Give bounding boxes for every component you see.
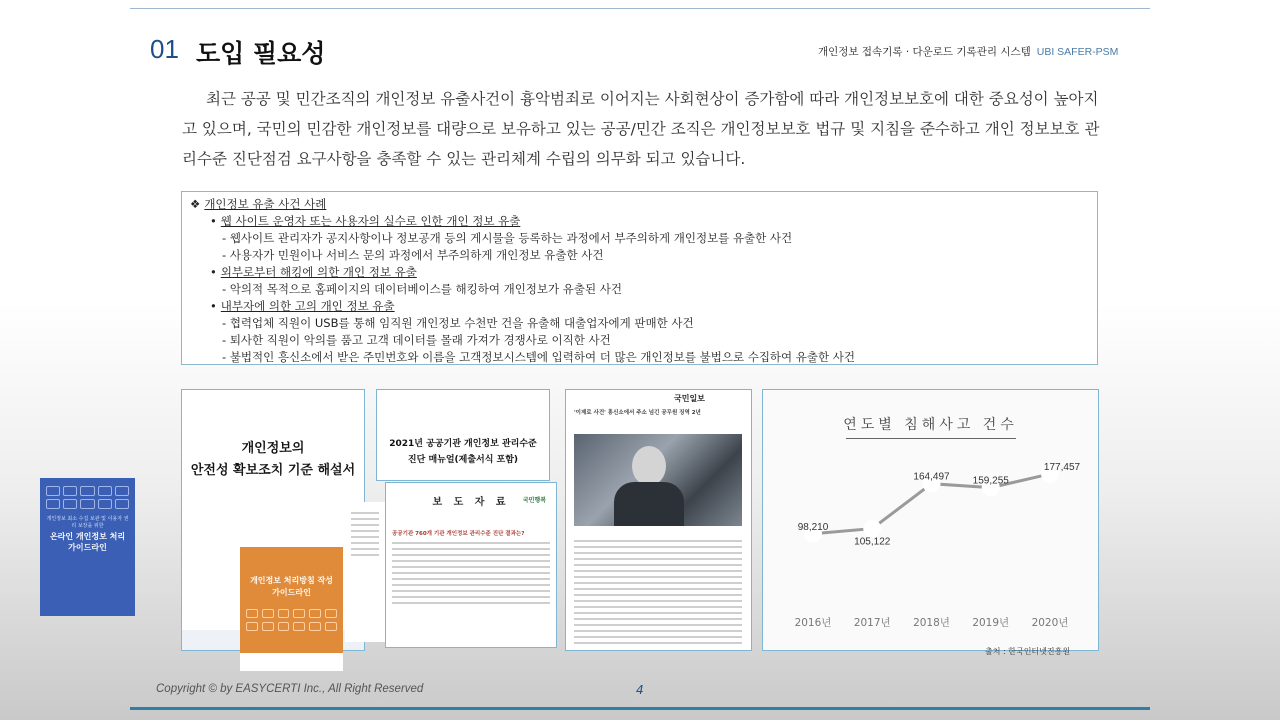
press-header: 보 도 자 료 [432, 497, 510, 508]
book-footer [240, 653, 343, 671]
case-item: - 협력업체 직원이 USB를 통해 임직원 개인정보 수천만 건을 유출해 대출업자에게 판매한 사건 [210, 315, 1089, 332]
case-item: - 사용자가 민원이나 서비스 문의 과정에서 부주의하게 개인정보 유출한 사건 [210, 247, 1089, 264]
bullet-icon: • [210, 265, 217, 279]
system-name: 개인정보 접속기록 · 다운로드 기록관리 시스템 [818, 46, 1031, 58]
manual-title: 2021년 공공기관 개인정보 관리수준 진단 매뉴얼(제출서식 포함) [389, 439, 537, 465]
incident-chart [762, 389, 1099, 651]
chart-x-tick-label: 2016년 [794, 617, 832, 629]
chart-data-label: 177,457 [1043, 461, 1081, 473]
book-title: 온라인 개인정보 처리 가이드라인 [49, 532, 126, 552]
diamond-bullet-icon: ❖ [190, 197, 201, 211]
case-item: - 웹사이트 관리자가 공지사항이나 정보공개 등의 게시물을 등록하는 과정에서 부주의하게 개인정보를 유출한 사건 [210, 230, 1089, 247]
chart-source: 출처 : 한국인터넷진흥원 [985, 647, 1071, 656]
chart-x-tick-label: 2018년 [913, 617, 950, 629]
case-group-title: 내부자에 의한 고의 개인 정보 유출 [220, 299, 395, 313]
news-photo [574, 434, 742, 526]
chart-x-tick-label: 2020년 [1031, 617, 1069, 629]
section-number: 01 [150, 34, 179, 64]
online-guideline-book-image [40, 478, 135, 616]
chart-data-label: 98,210 [797, 521, 829, 533]
chart-title: 연도별 침해사고 건수 [763, 414, 1098, 439]
case-item: - 불법적인 흥신소에서 받은 주민번호와 이름을 고객정보시스템에 입력하여 더 많은 개인정보를 불법으로 수집하여 유출한 사건 [210, 349, 1089, 366]
case-group [190, 264, 1089, 298]
newspaper-headline: '이제로 사건' 흥신소에서 주소 넘긴 공무원 징역 2년 [574, 410, 701, 416]
bottom-bar [130, 707, 1150, 710]
chart-data-label: 105,122 [854, 536, 891, 548]
case-group [190, 213, 1089, 264]
book-title: 개인정보 처리방침 작성 가이드라인 [250, 576, 333, 597]
case-group-title: 웹 사이트 운영자 또는 사용자의 실수로 인한 개인 정보 유출 [220, 214, 521, 228]
chart-data-label: 159,255 [972, 475, 1009, 487]
section-title: 도입 필요성 [196, 39, 326, 68]
cases-title: 개인정보 유출 사건 사례 [204, 197, 327, 211]
doc-page-image [345, 502, 385, 642]
cases-heading [190, 196, 1089, 213]
newspaper-body [574, 536, 742, 648]
top-rule [130, 8, 1150, 9]
case-item: - 악의적 목적으로 홈페이지의 데이터베이스를 해킹하여 개인정보가 유출된 사건 [210, 281, 1089, 298]
press-release-image [385, 482, 557, 648]
manual-image [376, 389, 550, 481]
case-group-title: 외부로부터 해킹에 의한 개인 정보 유출 [220, 265, 417, 279]
press-headline: 공공기관 760개 기관 개인정보 관리수준 진단 결과는? [392, 531, 525, 537]
press-body [392, 542, 550, 604]
chart-data-label: 164,497 [913, 471, 950, 483]
system-brand: UBI SAFER-PSM [1036, 46, 1119, 58]
copyright-text: Copyright © by EASYCERTI Inc., All Right Reserved [156, 683, 424, 695]
intro-paragraph: 최근 공공 및 민간조직의 개인정보 유출사건이 흉악범죄로 이어지는 사회현상이 증가함에 따라 개인정보보호에 대한 중요성이 높아지고 있으며, 국민의 민감한 개인정보를 대량으로 보유하고 있는 공공/민간 조직은 개인정보보호 법규 및 지침을 준수하고 개인 정보보호 관리수준 진단점검 요구사항을 충족할 수 있는 관리체계 수립의 의무화 되고 있습니다. [182, 90, 1100, 168]
icon-grid [46, 486, 129, 509]
case-group [190, 298, 1089, 366]
icon-grid [246, 609, 337, 631]
page-number: 4 [636, 683, 644, 697]
bullet-icon: • [210, 299, 217, 313]
privacy-policy-book-image [240, 547, 343, 671]
leak-cases-box [181, 191, 1098, 365]
chart-plot [763, 390, 1099, 651]
book-subtitle: 개인정보 최소 수집 보관 및 이용자 권리 보장을 위한 [46, 516, 129, 529]
bullet-icon: • [210, 214, 217, 228]
newspaper-image [565, 389, 752, 651]
chart-x-tick-label: 2019년 [972, 617, 1010, 629]
newspaper-logo: 국민일보 [674, 394, 705, 403]
intro-text [182, 84, 1112, 174]
press-logo: 국민행복 [522, 497, 546, 504]
case-item: - 퇴사한 직원이 악의를 품고 고객 데이터를 몰래 가져가 경쟁사로 이직한 사건 [210, 332, 1089, 349]
guide-book-title: 개인정보의 안전성 확보조치 기준 해설서 [190, 441, 356, 478]
chart-x-tick-label: 2017년 [853, 617, 891, 629]
system-header [818, 44, 1118, 59]
chart-point [863, 520, 881, 538]
